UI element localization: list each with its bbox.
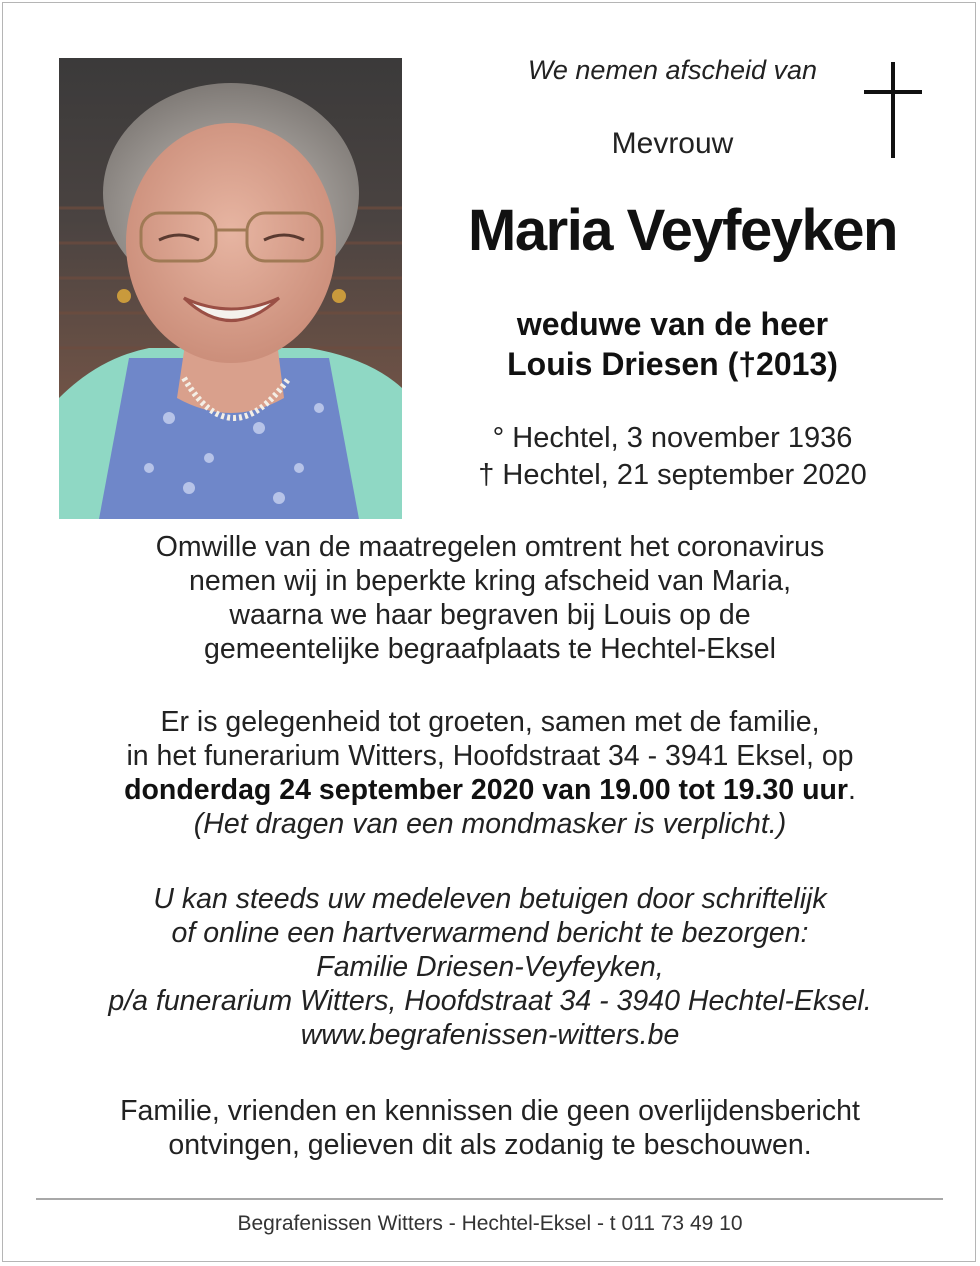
paragraph-line: U kan steeds uw medeleven betuigen door schriftelijk — [153, 883, 827, 915]
footer-contact: Begrafenissen Witters - Hechtel-Eksel - t 011 73 49 10 — [237, 1212, 743, 1235]
paragraph-line: of online een hartverwarmend bericht te bezorgen: — [171, 917, 809, 949]
deceased-name: Maria Veyfeyken — [468, 198, 897, 263]
postal-address: p/a funerarium Witters, Hoofdstraat 34 - 3940 Hechtel-Eksel. — [108, 985, 872, 1017]
paragraph-line: in het funerarium Witters, Hoofdstraat 34 - 3941 Eksel, op — [126, 740, 854, 772]
visitation-date-bold: donderdag 24 september 2020 van 19.00 tot 19.30 uur — [124, 774, 848, 806]
paragraph-ceremony — [30, 530, 950, 666]
paragraph-line: Familie, vrienden en kennissen die geen overlijdensbericht — [120, 1095, 860, 1127]
period: . — [847, 774, 856, 806]
salutation: Mevrouw — [611, 127, 734, 160]
paragraph-visitation — [30, 705, 950, 841]
paragraph-line: Er is gelegenheid tot groeten, samen met de familie, — [160, 706, 820, 738]
footer-divider — [36, 1198, 943, 1200]
widow-line-1: weduwe van de heer — [516, 306, 829, 342]
paragraph-line: gemeentelijke begraafplaats te Hechtel-Eksel — [204, 633, 776, 665]
paragraph-condolences — [30, 882, 950, 1052]
birth-date: ° Hechtel, 3 november 1936 — [492, 422, 853, 454]
website-link[interactable]: www.begrafenissen-witters.be — [300, 1019, 680, 1051]
paragraph-line: nemen wij in beperkte kring afscheid van Maria, — [189, 565, 791, 597]
life-dates — [430, 420, 915, 494]
paragraph-line: Omwille van de maatregelen omtrent het coronavirus — [155, 531, 825, 563]
mask-note: (Het dragen van een mondmasker is verplicht.) — [193, 808, 787, 840]
widow-line-2: Louis Driesen (†2013) — [507, 346, 838, 382]
intro-text: We nemen afscheid van — [527, 55, 818, 85]
paragraph-closing — [30, 1094, 950, 1162]
paragraph-line: ontvingen, gelieven dit als zodanig te beschouwen. — [168, 1129, 812, 1161]
death-date: † Hechtel, 21 september 2020 — [478, 459, 867, 491]
portrait-photo — [59, 58, 402, 519]
widow-info — [430, 304, 915, 384]
paragraph-line: waarna we haar begraven bij Louis op de — [229, 599, 751, 631]
family-name: Familie Driesen-Veyfeyken, — [316, 951, 664, 983]
visitation-datetime — [30, 773, 950, 807]
